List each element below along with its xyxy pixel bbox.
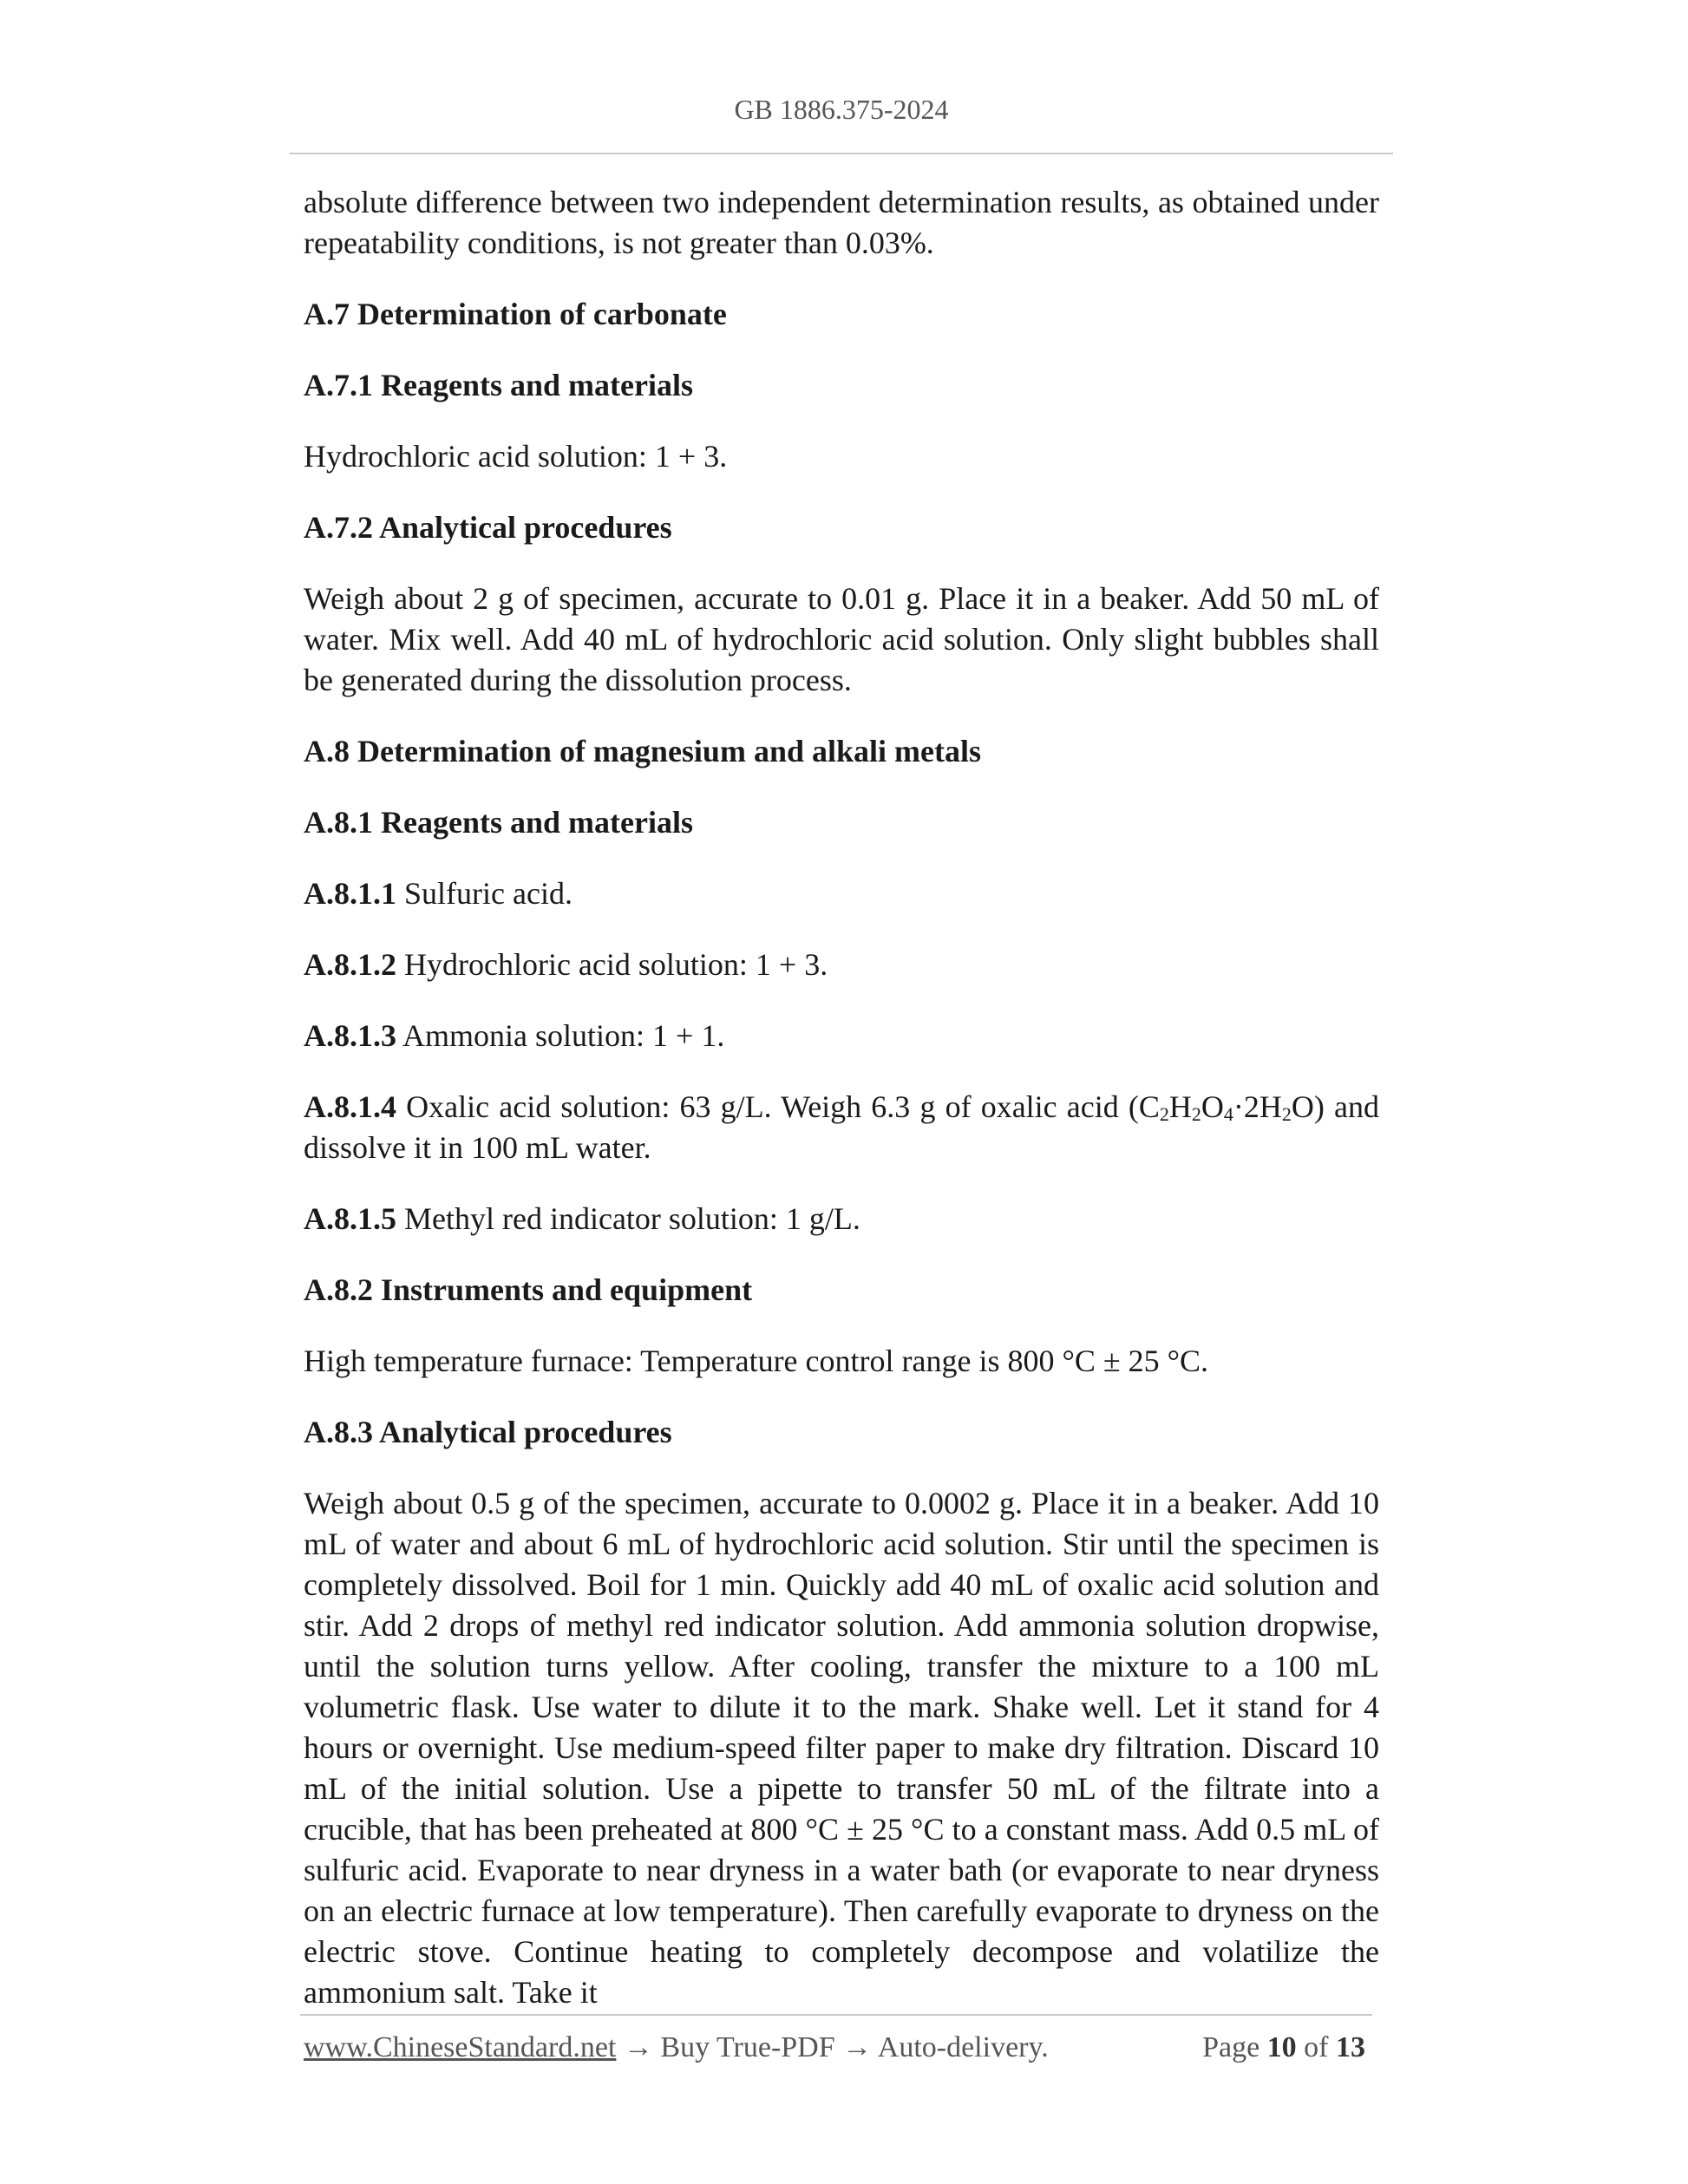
item-a815 [304, 1199, 1379, 1239]
item-number: A.8.1.3 [304, 1018, 396, 1053]
item-a813 [304, 1016, 1379, 1056]
of-label: of [1296, 2031, 1336, 2063]
heading-a72: A.7.2 Analytical procedures [304, 510, 672, 545]
page-label: Page [1202, 2031, 1267, 2063]
item-number: A.8.1.2 [304, 947, 396, 982]
item-a811 [304, 873, 1379, 914]
item-text: Hydrochloric acid solution: 1 + 3. [396, 947, 828, 982]
item-number: A.8.1.5 [304, 1201, 396, 1236]
formula-sub: 2 [1281, 1103, 1292, 1125]
paragraph-a72: Weigh about 2 g of specimen, accurate to 0.01 g. Place it in a beaker. Add 50 mL of water. Mix well. Add 40 mL of hydrochloric acid solution. Only slight bubbles shall be generated during the dissolution process. [304, 581, 1379, 697]
page-indicator [1202, 2031, 1365, 2064]
paragraph-a82: High temperature furnace: Temperature control range is 800 °C ± 25 °C. [304, 1344, 1209, 1378]
paragraph-a83: Weigh about 0.5 g of the specimen, accurate to 0.0002 g. Place it in a beaker. Add 10 mL of water and about 6 mL of hydrochloric acid solution. Stir until the specimen is completely dissolved. Boil for 1 min. Quickly add 40 mL of oxalic acid solution and stir. Add 2 drops of methyl red indicator solution. Add ammonia solution dropwise, until the solution turns yellow. After cooling, transfer the mixture to a 100 mL volumetric flask. Use water to dilute it to the mark. Shake well. Let it stand for 4 hours or overnight. Use medium-speed filter paper to make dry filtration. Discard 10 mL of the initial solution. Use a pipette to transfer 50 mL of the filtrate into a crucible, that has been preheated at 800 °C ± 25 °C to a constant mass. Add 0.5 mL of sulfuric acid. Evaporate to near dryness in a water bath (or evaporate to near dryness on an electric furnace at low temperature). Then carefully evaporate to dryness on the electric stove. Continue heating to completely decompose and volatilize the ammonium salt. Take it [304, 1486, 1379, 2010]
website-link[interactable]: www.ChineseStandard.net [304, 2031, 617, 2063]
formula-o2: O [1291, 1089, 1314, 1124]
item-text: Oxalic acid solution: 63 g/L. Weigh 6.3 g of oxalic acid (C [396, 1089, 1160, 1124]
paragraph-continuation: absolute difference between two independent determination results, as obtained under repeatability conditions, is not greater than 0.03%. [304, 185, 1379, 260]
item-text: Methyl red indicator solution: 1 g/L. [396, 1201, 860, 1236]
heading-a71: A.7.1 Reagents and materials [304, 368, 693, 402]
formula-sub: 2 [1159, 1103, 1169, 1125]
formula-h: H [1168, 1089, 1192, 1124]
page-footer [304, 2031, 1372, 2064]
formula-o: O [1201, 1089, 1224, 1124]
item-number: A.8.1.4 [304, 1089, 396, 1124]
item-number: A.8.1.1 [304, 876, 396, 911]
header-divider [290, 153, 1393, 154]
heading-a83: A.8.3 Analytical procedures [304, 1415, 672, 1449]
heading-a8: A.8 Determination of magnesium and alkali metals [304, 734, 981, 768]
heading-a7: A.7 Determination of carbonate [304, 297, 727, 331]
formula-h2: H [1259, 1089, 1282, 1124]
item-text: Sulfuric acid. [396, 876, 572, 911]
document-body [304, 182, 1379, 2013]
footer-promo-text: → Buy True-PDF → Auto-delivery. [616, 2031, 1049, 2063]
formula-dot: ·2 [1233, 1089, 1259, 1124]
formula-sub: 4 [1223, 1103, 1233, 1125]
page-total: 13 [1336, 2031, 1365, 2063]
page-header: GB 1886.375-2024 [734, 94, 949, 125]
item-text: Ammonia solution: 1 + 1. [396, 1018, 725, 1053]
paragraph-a71: Hydrochloric acid solution: 1 + 3. [304, 439, 728, 474]
heading-a82: A.8.2 Instruments and equipment [304, 1272, 753, 1307]
item-text-tail: ) and dissolve it in 100 mL water. [304, 1089, 1380, 1165]
heading-a81: A.8.1 Reagents and materials [304, 805, 693, 840]
item-a812 [304, 945, 1379, 985]
formula-sub: 2 [1191, 1103, 1201, 1125]
page-number: 10 [1266, 2031, 1297, 2063]
item-a814 [304, 1087, 1379, 1168]
footer-divider [300, 2014, 1372, 2016]
